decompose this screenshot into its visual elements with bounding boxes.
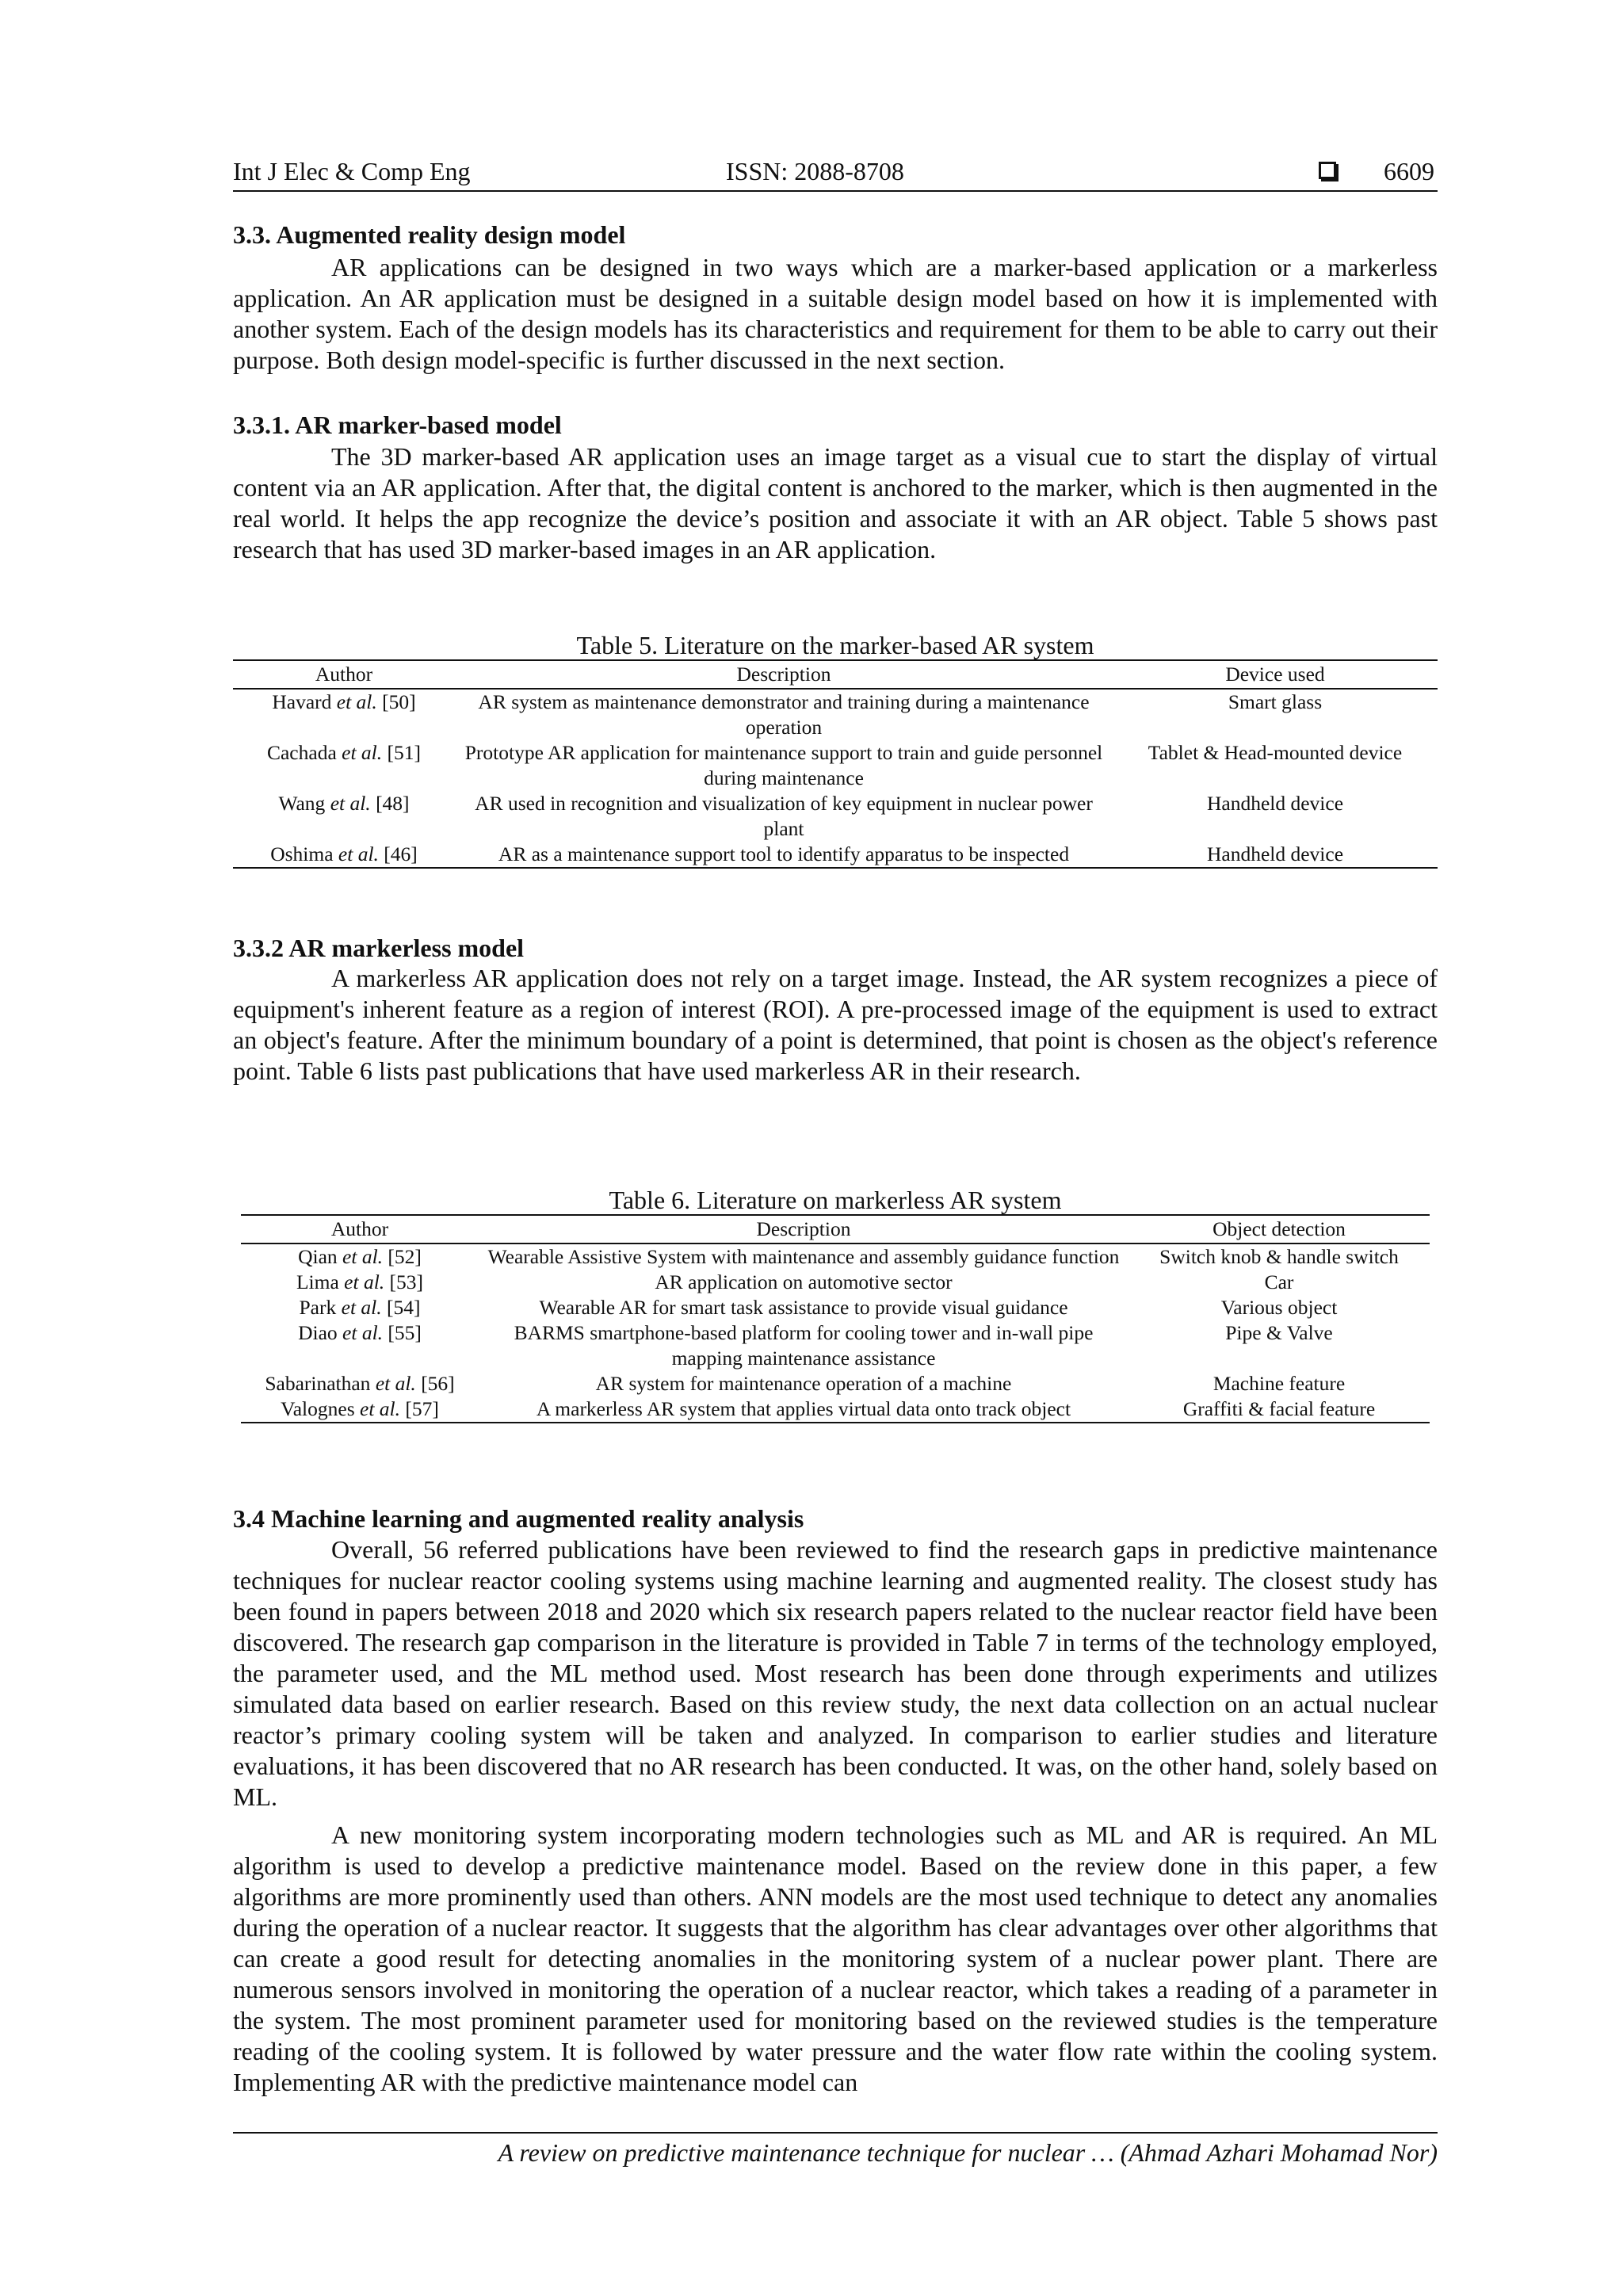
table-row: [241, 1320, 1430, 1371]
author-cell: Oshima et al. [46]: [233, 842, 455, 868]
column-header-author: Author: [241, 1215, 479, 1244]
description-cell: Wearable Assistive System with maintenance and assembly guidance function: [487, 1245, 1120, 1268]
object-cell: Pipe & Valve: [1225, 1321, 1333, 1344]
table-6-caption: Table 6. Literature on markerless AR system: [609, 1186, 1062, 1214]
author-cell: Wang et al. [48]: [278, 792, 410, 815]
column-header-author: Author: [233, 660, 455, 689]
paragraph-3-3-2: A markerless AR application does not rely on a target image. Instead, the AR system recognizes a piece of equipment's inherent feature as a region of interest (ROI). A pre-processed image of the equipment is used to extract an object's feature. After the minimum boundary of a point is determined, that point is chosen as the object's reference point. Table 6 lists past publications that have used markerless AR in their research.: [233, 964, 1438, 1085]
footer-rule: [233, 2132, 1438, 2134]
section-heading-3-3-2: 3.3.2 AR markerless model: [233, 934, 525, 962]
section-heading-3-4: 3.4 Machine learning and augmented reality analysis: [233, 1504, 804, 1533]
object-cell: Switch knob & handle switch: [1159, 1245, 1399, 1268]
description-cell: BARMS smartphone-based platform for cooling tower and in-wall pipe mapping maintenance assistance: [514, 1321, 1094, 1370]
column-header-description: Description: [455, 660, 1113, 689]
section-heading-3-3-1: 3.3.1. AR marker-based model: [233, 411, 562, 439]
table-row: [233, 740, 1438, 791]
table-row: [233, 842, 1438, 868]
description-cell: Wearable AR for smart task assistance to provide visual guidance: [539, 1296, 1068, 1319]
table-5-caption: Table 5. Literature on the marker-based AR system: [576, 631, 1094, 659]
object-cell: Graffiti & facial feature: [1128, 1396, 1430, 1423]
object-cell: Car: [1264, 1270, 1294, 1293]
page-number: 6609: [1384, 157, 1434, 185]
author-cell: Diao et al. [55]: [298, 1321, 422, 1344]
device-cell: Smart glass: [1228, 690, 1323, 713]
issn: ISSN: 2088-8708: [726, 157, 904, 185]
description-cell: AR used in recognition and visualization of key equipment in nuclear power plant: [475, 792, 1093, 840]
table-row: [233, 791, 1438, 842]
table-row: [241, 1295, 1430, 1320]
table-header-row: [233, 660, 1438, 689]
device-cell: Tablet & Head-mounted device: [1148, 741, 1403, 764]
paragraph-3-3: AR applications can be designed in two ways which are a marker-based application or a markerless application. An AR application must be designed in a suitable design model based on how it is implemented with another system. Each of the design models has its characteristics and requirement for them to be able to carry out their purpose. Both design model-specific is further discussed in the next section.: [233, 253, 1438, 374]
table-row: [241, 1244, 1430, 1270]
author-cell: Lima et al. [53]: [296, 1270, 424, 1293]
column-header-description: Description: [479, 1215, 1128, 1244]
author-cell: Qian et al. [52]: [298, 1245, 422, 1268]
object-cell: Various object: [1220, 1296, 1338, 1319]
running-footer: A review on predictive maintenance technique for nuclear … (Ahmad Azhari Mohamad Nor): [498, 2138, 1438, 2167]
object-cell: Machine feature: [1212, 1372, 1346, 1395]
section-heading-3-3: 3.3. Augmented reality design model: [233, 220, 626, 249]
device-cell: Handheld device: [1206, 792, 1344, 815]
column-header-object-detection: Object detection: [1128, 1215, 1430, 1244]
author-cell: Havard et al. [50]: [272, 690, 416, 713]
author-cell: Valognes et al. [57]: [241, 1396, 479, 1423]
paragraph-3-3-1: The 3D marker-based AR application uses an image target as a visual cue to start the display of virtual content via an AR application. After that, the digital content is anchored to the marker, which is then augmented in the real world. It helps the app recognize the device’s position and associate it with an AR object. Table 5 shows past research that has used 3D marker-based images in an AR application.: [233, 442, 1438, 563]
square-bullet-icon: [1319, 162, 1336, 179]
table-row: [233, 689, 1438, 740]
table-row: [241, 1371, 1430, 1396]
column-header-device: Device used: [1113, 660, 1438, 689]
table-row: [241, 1396, 1430, 1423]
journal-name: Int J Elec & Comp Eng: [233, 157, 471, 185]
device-cell: Handheld device: [1113, 842, 1438, 868]
description-cell: A markerless AR system that applies virtual data onto track object: [479, 1396, 1128, 1423]
table-header-row: [241, 1215, 1430, 1244]
table-row: [241, 1270, 1430, 1295]
author-cell: Park et al. [54]: [299, 1296, 421, 1319]
author-cell: Cachada et al. [51]: [266, 741, 421, 764]
table-6: [241, 1214, 1430, 1423]
author-cell: Sabarinathan et al. [56]: [265, 1372, 455, 1395]
paragraph-3-4-b: A new monitoring system incorporating modern technologies such as ML and AR is required. An ML algorithm is used to develop a predictive maintenance model. Based on the review done in this paper, a few algorithms are more prominently used than others. ANN models are the most used technique to detect any anomalies during the operation of a nuclear reactor. It suggests that the algorithm has clear advantages over other algorithms that can create a good result for detecting anomalies in the monitoring system of a nuclear power plant. There are numerous sensors involved in monitoring the operation of a nuclear reactor, which takes a reading of a parameter in the system. The most prominent parameter used for monitoring based on the reviewed studies is the temperature reading of the cooling system. It is followed by water pressure and the water flow rate within the cooling system. Implementing AR with the predictive maintenance model can: [233, 1820, 1438, 2096]
description-cell: AR system as maintenance demonstrator and training during a maintenance operation: [478, 690, 1090, 739]
description-cell: Prototype AR application for maintenance support to train and guide personnel during maintenance: [464, 741, 1103, 789]
description-cell: AR system for maintenance operation of a machine: [595, 1372, 1012, 1395]
description-cell: AR application on automotive sector: [655, 1270, 953, 1293]
paragraph-3-4-a: Overall, 56 referred publications have been reviewed to find the research gaps in predictive maintenance techniques for nuclear reactor cooling systems using machine learning and augmented reality. The closest study has been found in papers between 2018 and 2020 which six research papers related to the nuclear reactor field have been discovered. The research gap comparison in the literature is provided in Table 7 in terms of the technology employed, the parameter used, and the ML method used. Most research has been done through experiments and utilizes simulated data based on earlier research. Based on this review study, the next data collection on an actual nuclear reactor’s primary cooling system will be taken and analyzed. In comparison to earlier studies and literature evaluations, it has been discovered that no AR research has been conducted. It was, on the other hand, solely based on ML.: [233, 1535, 1438, 1811]
table-5: [233, 659, 1438, 869]
header-rule: [233, 190, 1438, 192]
description-cell: AR as a maintenance support tool to identify apparatus to be inspected: [455, 842, 1113, 868]
